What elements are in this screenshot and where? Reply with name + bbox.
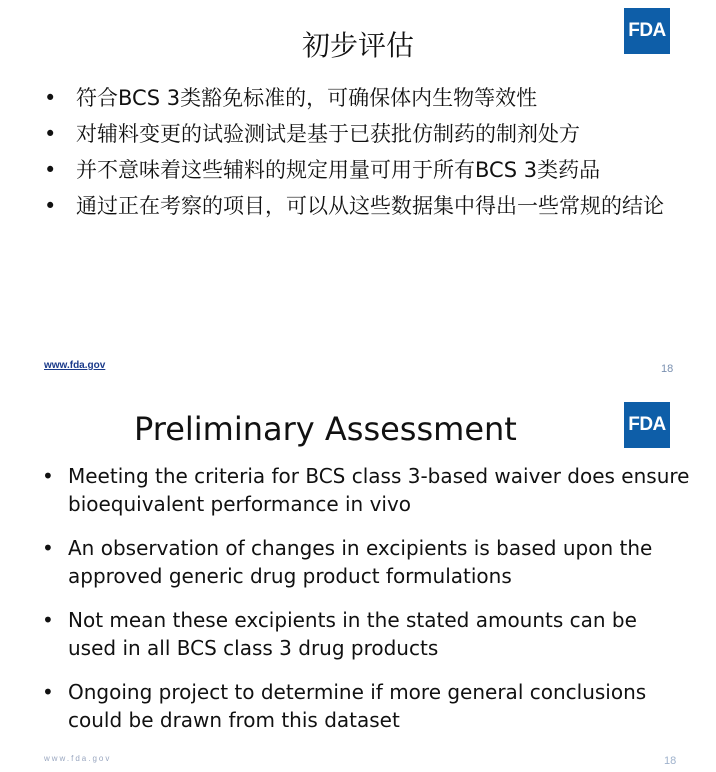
- bullet-text: 并不意味着这些辅料的规定用量可用于所有BCS 3类药品: [76, 158, 601, 182]
- bullet-dot: •: [44, 194, 57, 218]
- bullet-dot: •: [42, 680, 54, 704]
- fda-logo: FDA: [624, 402, 670, 448]
- page-number: 18: [661, 363, 674, 375]
- bullet-dot: •: [44, 86, 57, 110]
- fda-website-link[interactable]: www.fda.gov: [44, 360, 106, 371]
- fda-logo: FDA: [624, 8, 670, 54]
- bullet-item: [40, 606, 690, 662]
- bullet-list: [40, 84, 680, 228]
- bullet-dot: •: [42, 464, 54, 488]
- page-number: 18: [664, 755, 677, 767]
- bullet-item: [40, 120, 680, 149]
- bullet-dot: •: [42, 608, 54, 632]
- bullet-text: Not mean these excipients in the stated amounts can be used in all BCS class 3 drug products: [68, 608, 637, 660]
- bullet-item: [40, 462, 690, 518]
- bullet-dot: •: [42, 536, 54, 560]
- bullet-text: 通过正在考察的项目，可以从这些数据集中得出一些常规的结论: [76, 194, 664, 218]
- bullet-text: Ongoing project to determine if more general conclusions could be drawn from this dataset: [68, 680, 647, 732]
- bullet-item: [40, 84, 680, 113]
- slide-title: Preliminary Assessment: [134, 410, 517, 448]
- slide-english: [0, 386, 716, 772]
- bullet-text: An observation of changes in excipients is based upon the approved generic drug product formulations: [68, 536, 653, 588]
- bullet-text: Meeting the criteria for BCS class 3-based waiver does ensure bioequivalent performance in vivo: [68, 464, 690, 516]
- bullet-item: [40, 534, 690, 590]
- slide-title: 初步评估: [301, 29, 414, 62]
- bullet-item: [40, 192, 680, 221]
- bullet-text: 对辅料变更的试验测试是基于已获批仿制药的制剂处方: [76, 122, 580, 146]
- bullet-text: 符合BCS 3类豁免标准的，可确保体内生物等效性: [76, 86, 538, 110]
- bullet-list: [40, 462, 690, 750]
- bullet-dot: •: [44, 158, 57, 182]
- bullet-item: [40, 156, 680, 185]
- bullet-item: [40, 678, 690, 734]
- fda-website-link[interactable]: www.fda.gov: [44, 754, 112, 763]
- bullet-dot: •: [44, 122, 57, 146]
